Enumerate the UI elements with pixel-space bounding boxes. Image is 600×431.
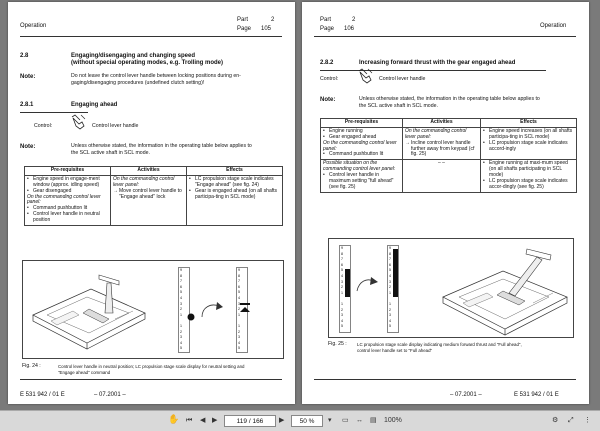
- table-italic-note: On the commanding control lever panel:: [323, 139, 397, 152]
- document-page-left: [8, 2, 295, 404]
- scale-number: 1: [341, 290, 343, 295]
- table-row: [321, 160, 577, 192]
- footer-doc-number: E 531 942 / 01 E: [514, 392, 559, 398]
- note-line1: Unless otherwise stated, the information in the operating table below applies to: [359, 96, 540, 102]
- header-part-number: 2: [352, 17, 356, 23]
- note1-line1: Do not leave the control lever handle between locking positions during en-: [71, 73, 241, 79]
- zoom-dropdown-icon[interactable]: ▾: [328, 417, 332, 424]
- lever-hand-icon: [357, 68, 375, 86]
- table-cell-activities: [111, 175, 187, 225]
- scale-number: 7: [180, 279, 182, 284]
- table-header: Pre-requisites: [25, 167, 111, 176]
- scale-number: 5: [389, 268, 391, 273]
- list-item: → Move control lever handle to "Engage ahead" lock: [113, 189, 184, 201]
- operating-table: [320, 118, 577, 193]
- list-item: • Gear is engaged ahead (on all shafts participa-ting in SCL mode): [189, 189, 280, 201]
- scale-number: 2: [238, 307, 240, 312]
- fit-width-icon[interactable]: ↔: [356, 417, 363, 424]
- subheading-number: 2.8.1: [20, 102, 34, 108]
- figure-24: [22, 260, 284, 359]
- scale-number: 7: [341, 257, 343, 262]
- list-item: • LC propulsion stage scale indicates accord-ingly: [483, 141, 574, 153]
- list-item: • Engine speed increases (on all shafts participa-ting in SCL mode): [483, 129, 574, 141]
- scale-number: 3: [389, 313, 391, 318]
- scale-number: 8: [341, 251, 343, 256]
- heading-rule: [320, 70, 546, 71]
- lever-panel-full-ahead-illustration: [439, 241, 571, 337]
- list-item: • Control lever handle in maximum setting "full ahead" (see fig. 25): [323, 173, 400, 191]
- figure-caption-number: Fig. 25 :: [328, 341, 347, 347]
- first-page-icon[interactable]: ⏮: [186, 417, 193, 424]
- scale-number: 3: [341, 313, 343, 318]
- table-header-row: [25, 167, 283, 176]
- list-item: • Gear disengaged: [27, 189, 108, 195]
- scale-number: 1: [180, 324, 182, 328]
- note-line2: the SCL active shaft in SCL mode.: [359, 103, 438, 109]
- actual-size-label[interactable]: 100%: [384, 417, 402, 424]
- hand-tool-icon[interactable]: ✋: [168, 414, 180, 424]
- scale-number: 9: [389, 246, 391, 250]
- header-rule: [20, 36, 282, 37]
- heading-title: Engaging/disengaging and changing speed: [71, 53, 196, 59]
- figure-25: [328, 238, 574, 338]
- table-cell-effects: [187, 175, 283, 225]
- table-row: [25, 175, 283, 225]
- scale-number: 4: [180, 296, 182, 300]
- list-item: • Engine speed in engage-ment window (approx. idling speed): [27, 177, 108, 189]
- control-text: Control lever handle: [92, 123, 139, 129]
- header-page-label: Page: [320, 26, 335, 32]
- lever-hand-icon: [70, 114, 88, 132]
- scale-number: 5: [180, 290, 182, 295]
- scale-number: 5: [180, 346, 182, 351]
- table-italic-note: On the commanding control lever panel:: [27, 193, 101, 206]
- control-text: Control lever handle: [379, 76, 426, 82]
- scale-number: 6: [389, 262, 391, 267]
- list-item: • Command pushbutton lit: [27, 206, 108, 212]
- list-item: • Command pushbutton lit: [323, 152, 400, 158]
- table-cell-effects: [481, 160, 577, 192]
- transition-arrow-icon: [355, 275, 381, 297]
- table-cell-activities: – –: [403, 160, 481, 192]
- scale-number: 1: [180, 312, 182, 317]
- scale-number: 3: [180, 335, 182, 340]
- list-item: → Incline control lever handle further away from keypad (cf fig. 25): [405, 141, 478, 159]
- scale-number: 3: [389, 279, 391, 284]
- table-row: [321, 127, 577, 159]
- neutral-indicator-dot: [186, 312, 196, 322]
- list-item: • LC propulsion stage scale indicates "Engage ahead" (see fig. 24): [189, 177, 280, 189]
- note1-label: Note:: [20, 74, 36, 80]
- scale-number: 9: [180, 268, 182, 272]
- table-cell-prerequisites: [25, 175, 111, 225]
- table-header: Activities: [111, 167, 187, 176]
- scale-number: 9: [238, 268, 240, 272]
- note-label: Note:: [320, 97, 336, 103]
- scale-number: 8: [180, 273, 182, 278]
- scale-number: 2: [341, 307, 343, 312]
- scale-number: 5: [238, 290, 240, 295]
- scale-number: 4: [341, 318, 343, 323]
- page-number-input[interactable]: [224, 415, 276, 427]
- figure-caption-number: Fig. 24 :: [22, 363, 41, 369]
- table-cell-effects: [481, 127, 577, 159]
- next-page-icon[interactable]: ▶: [279, 417, 285, 424]
- scale-number: 2: [341, 285, 343, 290]
- scale-number: 9: [341, 246, 343, 250]
- table-header: Activities: [403, 119, 481, 128]
- scale-number: 5: [341, 324, 343, 329]
- scale-number: 7: [389, 257, 391, 262]
- list-item: • Gear engaged ahead: [323, 135, 400, 141]
- scale-number: 5: [238, 346, 240, 351]
- zoom-value: 50 %: [299, 418, 315, 425]
- scale-number: 5: [341, 268, 343, 273]
- operating-table: [24, 166, 283, 226]
- header-page-label: Page: [237, 26, 252, 32]
- control-label: Control:: [34, 123, 53, 129]
- header-section: Operation: [540, 23, 567, 29]
- zoom-input[interactable]: [291, 415, 323, 427]
- scale-number: 4: [238, 340, 240, 345]
- viewer-toolbar: [0, 410, 600, 431]
- scale-number: 1: [238, 312, 240, 317]
- header-page-number: 105: [261, 26, 272, 32]
- subheading-title: Engaging ahead: [71, 102, 118, 108]
- heading-number: 2.8.2: [320, 60, 334, 66]
- note2-label: Note:: [20, 144, 36, 150]
- table-header-row: [321, 119, 577, 128]
- engage-ahead-indicator: [239, 303, 263, 317]
- header-part-label: Part: [237, 17, 249, 23]
- scale-number: 2: [389, 307, 391, 312]
- table-italic-note: On the commanding control lever panel:: [405, 127, 467, 140]
- scale-number: 2: [389, 285, 391, 290]
- list-item: • Engine running: [323, 129, 400, 135]
- list-item: • Engine running at maxi-mum speed (on all shafts participating in SCL mode): [483, 161, 574, 179]
- scale-number: 6: [238, 284, 240, 289]
- page-number-value: 119 / 166: [236, 418, 264, 425]
- table-italic-note: On the commanding control lever panel:: [113, 175, 175, 188]
- control-label: Control:: [320, 76, 339, 82]
- scale-number: 3: [180, 301, 182, 306]
- header-rule: [314, 36, 576, 37]
- list-item: • Control lever handle in neutral position: [27, 212, 108, 224]
- transition-arrow-icon: [199, 299, 227, 325]
- scale-number: 1: [389, 290, 391, 295]
- table-cell-prerequisites: [321, 127, 403, 159]
- more-icon[interactable]: ⋮: [584, 417, 591, 424]
- table-italic-note: Possible situation on the commanding control lever panel:: [323, 160, 396, 173]
- fullscreen-icon[interactable]: ⤢: [568, 417, 574, 424]
- scale-number: 4: [341, 274, 343, 278]
- figure-caption-line2: "Engage ahead" command: [58, 370, 111, 375]
- scale-number: 7: [238, 279, 240, 284]
- scale-number: 3: [238, 301, 240, 306]
- scale-number: 1: [238, 324, 240, 328]
- figure-caption-line2: control lever handle set to "Full ahead": [357, 348, 433, 353]
- scale-number: 4: [180, 340, 182, 345]
- footer-date: – 07.2001 –: [450, 392, 482, 398]
- heading-number: 2.8: [20, 53, 29, 59]
- scale-number: 2: [180, 329, 182, 334]
- footer-date: – 07.2001 –: [94, 392, 126, 398]
- table-cell-prerequisites: [321, 160, 403, 192]
- figure-caption-line1: Control lever handle in neutral position; LC propulsion stage scale display for neutral setting and: [58, 364, 245, 369]
- heading-subtitle: (without special operating modes, e.g. Trolling mode): [71, 60, 224, 66]
- table-header: Pre-requisites: [321, 119, 403, 128]
- header-part-label: Part: [320, 17, 332, 23]
- scale-number: 4: [389, 318, 391, 323]
- fit-page-icon[interactable]: ▭: [342, 417, 349, 424]
- footer-rule: [314, 379, 576, 380]
- scale-number: 6: [180, 284, 182, 289]
- header-part-number: 2: [271, 17, 275, 23]
- settings-icon[interactable]: ⚙: [552, 417, 559, 424]
- scale-number: 4: [238, 296, 240, 300]
- play-icon[interactable]: ▶: [212, 417, 218, 424]
- scale-number: 5: [389, 324, 391, 329]
- note2-line1: Unless otherwise stated, the information in the operating table below applies to: [71, 143, 252, 149]
- scale-number: 6: [341, 262, 343, 267]
- subheading-rule: [20, 112, 88, 113]
- scale-number: 3: [238, 335, 240, 340]
- footer-rule: [20, 379, 282, 380]
- heading-title: Increasing forward thrust with the gear engaged ahead: [359, 60, 516, 66]
- scale-number: 2: [180, 307, 182, 312]
- document-page-right: [302, 2, 589, 404]
- list-item: • LC propulsion stage scale indicates accor-dingly (see fig. 25): [483, 179, 574, 191]
- scale-number: 8: [389, 251, 391, 256]
- scale-number: 3: [341, 279, 343, 284]
- scale-number: 2: [238, 329, 240, 334]
- previous-page-icon[interactable]: ◀: [200, 417, 206, 424]
- scale-number: 1: [341, 302, 343, 306]
- note1-line2: gaging/disengaging procedures (undefined clutch setting)!: [71, 80, 205, 86]
- table-header: Effects: [481, 119, 577, 128]
- lever-panel-illustration: [29, 269, 149, 353]
- table-cell-activities: [403, 127, 481, 159]
- scale-number: 4: [389, 274, 391, 278]
- scale-number: 1: [389, 302, 391, 306]
- note2-line2: the SCL active shaft in SCL mode.: [71, 150, 150, 156]
- header-section: Operation: [20, 23, 47, 29]
- table-header: Effects: [187, 167, 283, 176]
- header-page-number: 106: [344, 26, 355, 32]
- two-page-icon[interactable]: ▤: [370, 417, 377, 424]
- footer-doc-number: E 531 942 / 01 E: [20, 392, 65, 398]
- scale-number: 8: [238, 273, 240, 278]
- figure-caption-line1: LC propulsion stage scale display indicating medium forward thrust and "Full ahead",: [357, 342, 522, 347]
